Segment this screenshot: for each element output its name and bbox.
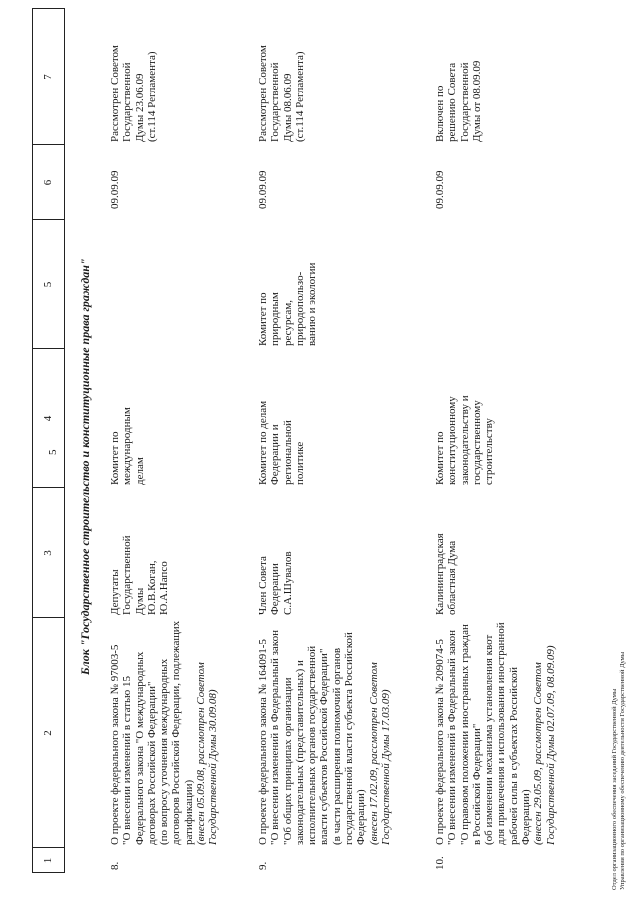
col-number-5: 5 [42, 281, 54, 288]
row-10-bill [434, 609, 557, 845]
footer [611, 652, 626, 890]
col-number-7: 7 [42, 74, 54, 80]
col-number-3: 3 [42, 550, 54, 556]
row-8-date: 09.09.09 [109, 170, 121, 209]
row-8-number: 8. [109, 861, 121, 870]
row-10-committee: Комитет по конституционному законодательству и государственному строительству [434, 395, 496, 485]
row-8-bill [109, 617, 220, 845]
row-9-bill-note: (внесен 17.02.09, рассмотрен Советом Государственной Думы 17.03.09) [367, 662, 392, 845]
row-10-bill-note: (внесен 29.05.09, рассмотрен Советом Государственной Думы 02.07.09, 08.09.09) [532, 645, 557, 845]
row-9-committee: Комитет по делам Федерации и региональной политике [257, 400, 306, 485]
row-10-date: 09.09.09 [434, 170, 446, 209]
row-10-bill-text: О проекте федерального закона № 209074-5 "О внесении изменений в Федеральный закон "О правовом положении иностранных граждан в Российской Федерации" (об изменении механизма установления квот для привлечения и использования иностранной рабочей силы в субъектах Российской Федерации) [434, 622, 533, 845]
col-number-1: 1 [42, 857, 54, 864]
row-9-date: 09.09.09 [257, 170, 269, 209]
row-10-number: 10. [434, 856, 446, 870]
footer-line-2: Управления по организационному обеспечению деятельности Государственной Думы [618, 651, 626, 890]
row-9-bill-text: О проекте федерального закона № 164091-5 "О внесении изменений в Федеральный закон "Об общих принципах организации законодательных (представительных) и исполнительных органов государственной власти субъектов Российской Федерации" (в части расширения полномочий органов государственной власти субъекта Российской Федерации) [257, 630, 368, 845]
row-10-initiator: Калининградская областная Дума [434, 533, 459, 615]
row-10-status: Включен по решению Совета Государственной Думы от 08.09.09 [434, 60, 483, 142]
row-8-status: Рассмотрен Советом Государственной Думы 23.06.09 (ст.114 Регламента) [109, 45, 158, 142]
row-9-col5: Комитет по природным ресурсам, природопользо- ванию и экологии [257, 262, 319, 346]
block-title: Блок "Государственное строительство и конституционные права граждан" [78, 258, 92, 675]
row-9-number: 9. [257, 861, 269, 870]
row-9-status: Рассмотрен Советом Государственной Думы 08.06.09 (ст.114 Регламента) [257, 45, 306, 142]
col-number-4: 4 [42, 415, 54, 422]
header-bottom-line [64, 8, 65, 873]
row-8-committee: Комитет по международным делам [109, 407, 146, 485]
row-9-bill [257, 617, 392, 845]
footer-line-1: Отдел организационного обеспечения заседаний Государственной Думы [611, 688, 618, 890]
row-8-bill-text: О проекте федерального закона № 97003-5 "О внесении изменений в статью 15 Федерального закона "О международных договорах Российской Федерации" (по вопросу уточнения международных договоров Российской Федерации, подлежащих ратификации) [109, 620, 195, 845]
header-top-line [32, 8, 33, 873]
row-8-bill-note: (внесен 05.09.08, рассмотрен Советом Государственной Думы 30.09.08) [195, 662, 220, 845]
row-8-initiator: Депутаты Государственной Думы Ю.В.Коган, Ю.А.Напсо [109, 535, 171, 615]
col-number-2: 2 [42, 730, 54, 736]
col-number-6: 6 [42, 179, 54, 186]
row-9-initiator: Член Совета Федерации С.А.Шувалов [257, 551, 294, 615]
page-number: 5 [47, 449, 59, 455]
